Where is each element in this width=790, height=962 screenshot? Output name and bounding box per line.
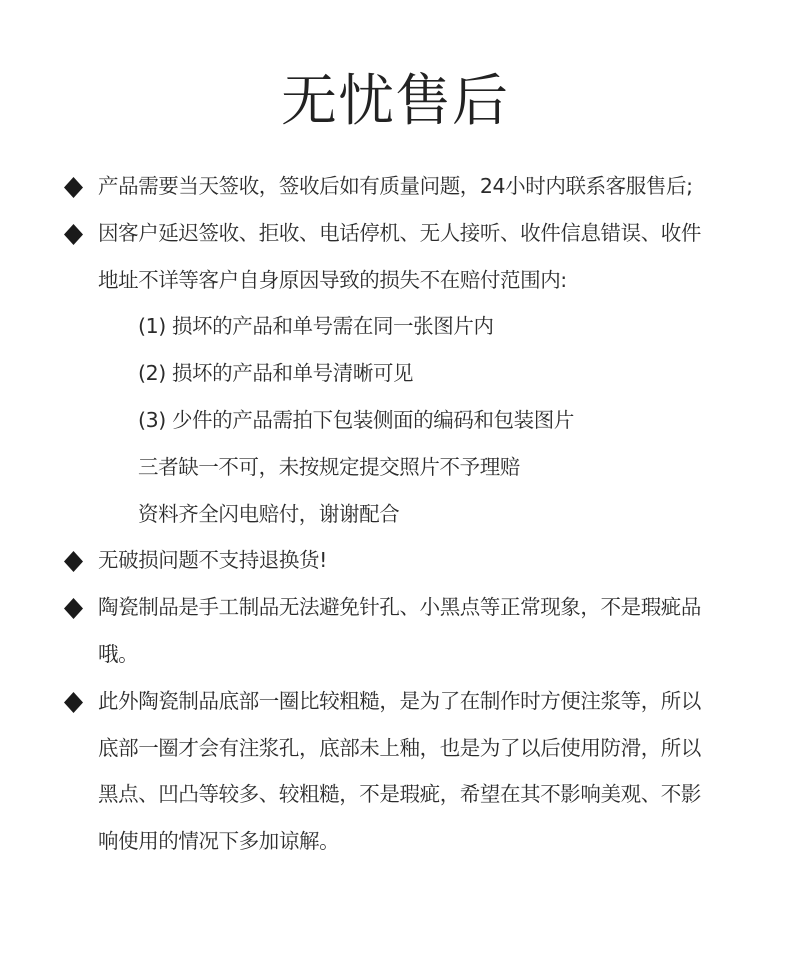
policy-item-liability [0, 210, 790, 304]
policy-text-line: 此外陶瓷制品底部一圈比较粗糙，是为了在制作时方便注浆等，所以 [98, 688, 701, 713]
policy-text-line: 黑点、凹凸等较多、较粗糙，不是瑕疵，希望在其不影响美观、不影 [98, 782, 701, 807]
diamond-icon [64, 692, 83, 713]
diamond-icon [64, 224, 83, 245]
policy-text-line: 地址不详等客户自身原因导致的损失不在赔付范围内: [98, 267, 567, 292]
claim-requirements [0, 303, 790, 537]
policy-item-signoff [0, 163, 790, 210]
diamond-icon [64, 177, 83, 198]
policy-text-line: 响使用的情况下多加谅解。 [98, 829, 340, 854]
page-title: 无忧售后 [281, 69, 509, 134]
diamond-icon [64, 551, 83, 572]
policy-text-line: 底部一圈才会有注浆孔，底部未上釉，也是为了以后使用防滑，所以 [98, 735, 701, 760]
policy-item-no-damage [0, 537, 790, 584]
claim-requirement-2: (2) 损坏的产品和单号清晰可见 [138, 361, 414, 386]
claim-note: 资料齐全闪电赔付，谢谢配合 [138, 501, 400, 526]
claim-requirement-1: (1) 损坏的产品和单号需在同一张图片内 [138, 314, 494, 339]
policy-text-line: 陶瓷制品是手工制品无法避免针孔、小黑点等正常现象，不是瑕疵品 [98, 595, 701, 620]
claim-requirement-3: (3) 少件的产品需拍下包装侧面的编码和包装图片 [138, 407, 574, 432]
claim-note: 三者缺一不可，未按规定提交照片不予理赔 [138, 454, 520, 479]
policy-text-line: 因客户延迟签收、拒收、电话停机、无人接听、收件信息错误、收件 [98, 220, 701, 245]
policy-text-line: 哦。 [98, 641, 139, 666]
policy-text-line: 产品需要当天签收，签收后如有质量问题，24小时内联系客服售后; [98, 174, 693, 198]
policy-item-base [0, 678, 790, 865]
policy-item-handmade [0, 584, 790, 678]
policy-list [0, 163, 790, 865]
policy-text-line: 无破损问题不支持退换货! [98, 548, 327, 573]
diamond-icon [64, 598, 83, 619]
